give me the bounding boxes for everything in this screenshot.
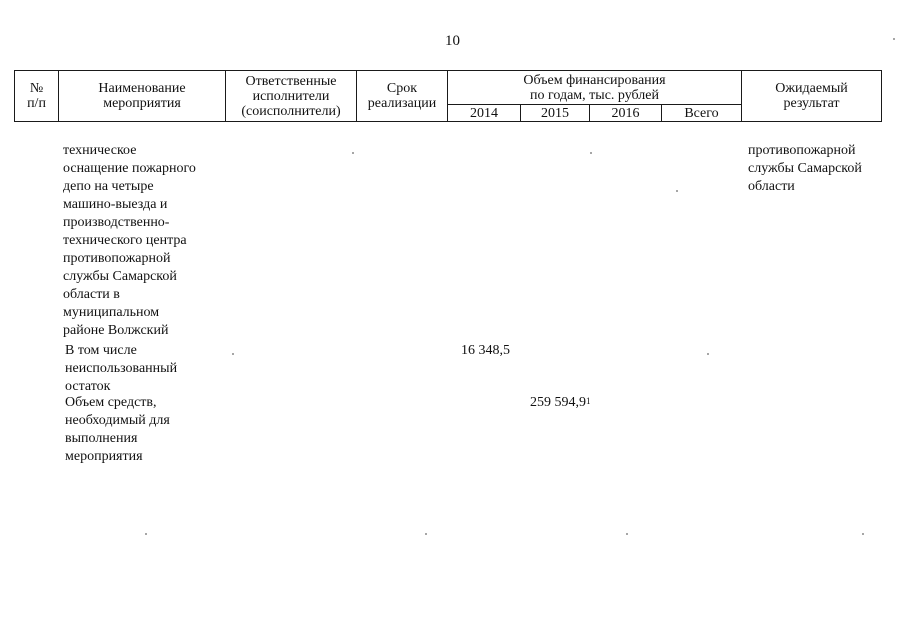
header-executors: Ответственные исполнители (соисполнители) [225, 70, 357, 122]
scan-speck [893, 38, 895, 40]
header-year-2015: 2015 [520, 104, 590, 122]
scan-speck [862, 533, 864, 535]
footnote-marker: 1 [586, 396, 591, 406]
required-funds-label: Объем средств, необходимый для выполнения мероприятия [65, 395, 170, 464]
header-activity-name: Наименование мероприятия [58, 70, 226, 122]
header-year-2014: 2014 [447, 104, 521, 122]
scan-speck [425, 533, 427, 535]
scan-speck [590, 152, 592, 154]
scan-speck [145, 533, 147, 535]
unused-balance-value-2014: 16 348,5 [461, 343, 510, 358]
scan-speck [707, 353, 709, 355]
header-number: № п/п [14, 70, 59, 122]
scan-speck [232, 353, 234, 355]
header-expected-result: Ожидаемый результат [741, 70, 882, 122]
scan-speck [626, 533, 628, 535]
scan-speck [352, 152, 354, 154]
expected-result-text: противопожарной службы Самарской области [748, 143, 862, 194]
page-number: 10 [445, 33, 460, 49]
scan-speck [676, 190, 678, 192]
table-header [14, 70, 882, 122]
header-term: Срок реализации [356, 70, 448, 122]
header-total: Всего [661, 104, 742, 122]
unused-balance-label: В том числе неиспользованный остаток [65, 343, 178, 394]
required-funds-value-2015: 259 594,9$^1$ [530, 395, 591, 410]
activity-name-continuation: техническое оснащение пожарного депо на четыре машино-выезда и производственно- технического центра противопожарной службы Самарской области в муниципальном районе Волжский [63, 143, 196, 338]
header-year-2016: 2016 [589, 104, 662, 122]
header-funding: Объем финансирования по годам, тыс. рублей [447, 70, 742, 105]
